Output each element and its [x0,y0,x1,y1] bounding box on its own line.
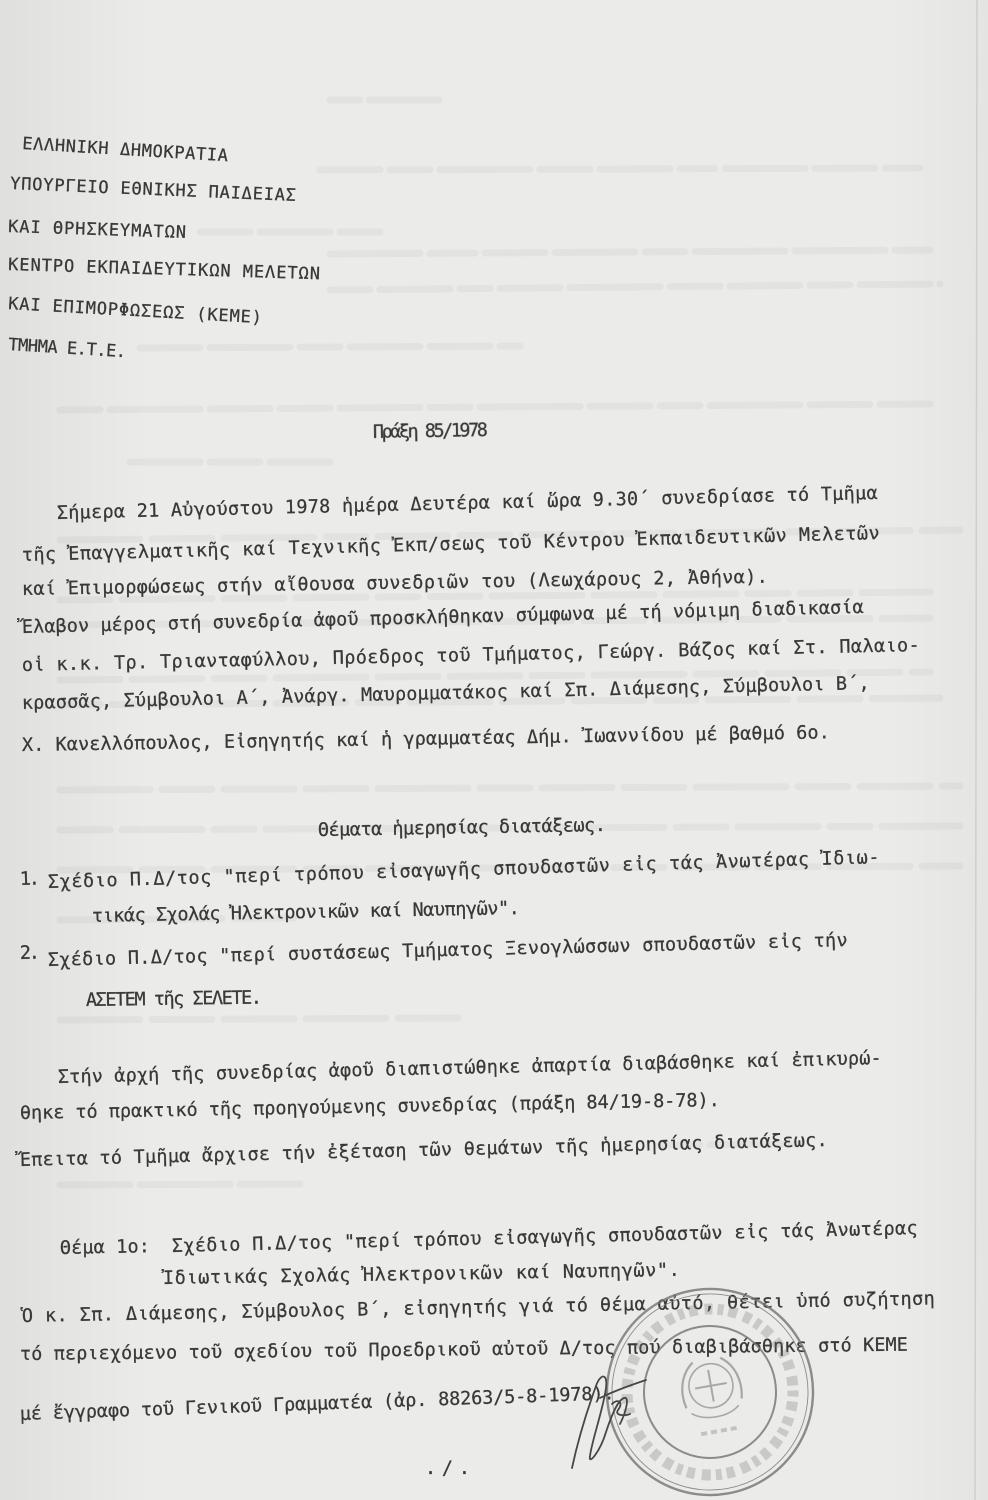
intro-line: καί Ἐπιμορφώσεως στήν αἴθουσα συνεδριῶν του (Λεωχάρους 2, Ἀθήνα). [21,566,768,600]
proceedings-line: Στήν ἀρχή τῆς συνεδρίας ἀφοῦ διαπιστώθηκε ἀπαρτία διαβάσθηκε καί ἐπικυρώ- [57,1048,882,1088]
act-title: Πράξη 85/1978 [372,419,489,443]
agenda-item-number: 1. [19,868,41,890]
intro-line: Σήμερα 21 Αὐγούστου 1978 ἡμέρα Δευτέρα καί ὥρα 9.30΄ συνεδρίασε τό Τμῆμα [56,482,878,524]
header-line: ΕΛΛΗΝΙΚΗ ΔΗΜΟΚΡΑΤΙΑ [21,134,229,167]
agenda-item-line: Σχέδιο Π.Δ/τος "περί συστάσεως Τμήματος Ξενογλώσσων σπουδαστῶν εἰς τήν [47,930,848,971]
header-line: ΤΜΗΜΑ Ε.Τ.Ε. [7,335,127,363]
intro-line: οἱ κ.κ. Τρ. Τριανταφύλλου, Πρόεδρος τοῦ Τμήματος, Γεώργ. Βάζος καί Στ. Παλαιο- [21,634,920,676]
topic-discussion-line: τό περιεχόμενο τοῦ σχεδίου τοῦ Προεδρικοῦ αὐτοῦ Δ/τος πού διαβιβάσθηκε στό ΚΕΜΕ [19,1334,909,1365]
proceedings-line: Ἔπειτα τό Τμῆμα ἄρχισε τήν ἐξέταση τῶν θεμάτων τῆς ἡμερησίας διατάξεως. [19,1129,828,1171]
intro-line: Χ. Κανελλόπουλος, Εἰσηγητής καί ἡ γραμματέας Δήμ. Ἰωαννίδου μέ βαθμό 6ο. [21,722,830,756]
agenda-item-line: ΑΣΕΤΕΜ τῆς ΣΕΛΕΤΕ. [85,987,263,1011]
topic-subject-line: Σχέδιο Π.Δ/τος "περί τρόπου εἰσαγωγῆς σπουδαστῶν εἰς τάς Ἀνωτέρας [171,1218,918,1257]
header-line: ΚΑΙ ΕΠΙΜΟΡΦΩΣΕΩΣ (ΚΕΜΕ) [7,294,263,329]
header-line: ΚΑΙ ΘΡΗΣΚΕΥΜΑΤΩΝ [7,217,187,243]
proceedings-line: θηκε τό πρακτικό τῆς προηγούμενης συνεδρίας (πράξη 84/19-8-78). [19,1090,720,1124]
agenda-item-number: 2. [19,942,41,964]
intro-line: τῆς Ἐπαγγελματικῆς καί Τεχνικῆς Ἐκπ/σεως τοῦ Κέντρου Ἐκπαιδευτικῶν Μελετῶν [21,522,880,566]
page-continuation-mark: . / . [425,1458,470,1479]
agenda-item-line: τικάς Σχολάς Ἠλεκτρονικῶν καί Ναυπηγῶν". [91,898,521,927]
topic-discussion-line: Ὁ κ. Σπ. Διάμεσης, Σύμβουλος Β΄, εἰσηγητής γιά τό θέμα αὐτό, θέτει ὑπό συζήτηση [21,1288,935,1327]
agenda-item-line: Σχέδιο Π.Δ/τος "περί τρόπου εἰσαγωγῆς σπουδαστῶν εἰς τάς Ἀνωτέρας Ἰδιω- [47,847,880,893]
intro-line: κρασσᾶς, Σύμβουλοι Α΄, Ἀνάργ. Μαυρομματάκος καί Σπ. Διάμεσης, Σύμβουλοι Β΄, [21,673,870,714]
topic-discussion-line: μέ ἔγγραφο τοῦ Γενικοῦ Γραμματέα (ἀρ. 88263/5-8-1978). [19,1383,615,1425]
agenda-heading: Θέματα ἡμερησίας διατάξεως. [317,814,607,841]
topic-subject-line: Ἰδιωτικάς Σχολάς Ἠλεκτρονικῶν καί Ναυπηγῶν". [162,1259,681,1289]
intro-line: Ἔλαβον μέρος στή συνεδρία ἀφοῦ προσκλήθηκαν σύμφωνα μέ τή νόμιμη διαδικασία [21,597,864,638]
header-line: ΥΠΟΥΡΓΕΙΟ ΕΘΝΙΚΗΣ ΠΑΙΔΕΙΑΣ [9,174,297,206]
header-line: ΚΕΝΤΡΟ ΕΚΠΑΙΔΕΥΤΙΚΩΝ ΜΕΛΕΤΩΝ [7,255,321,285]
topic-label: Θέμα 1ο: [59,1236,151,1259]
